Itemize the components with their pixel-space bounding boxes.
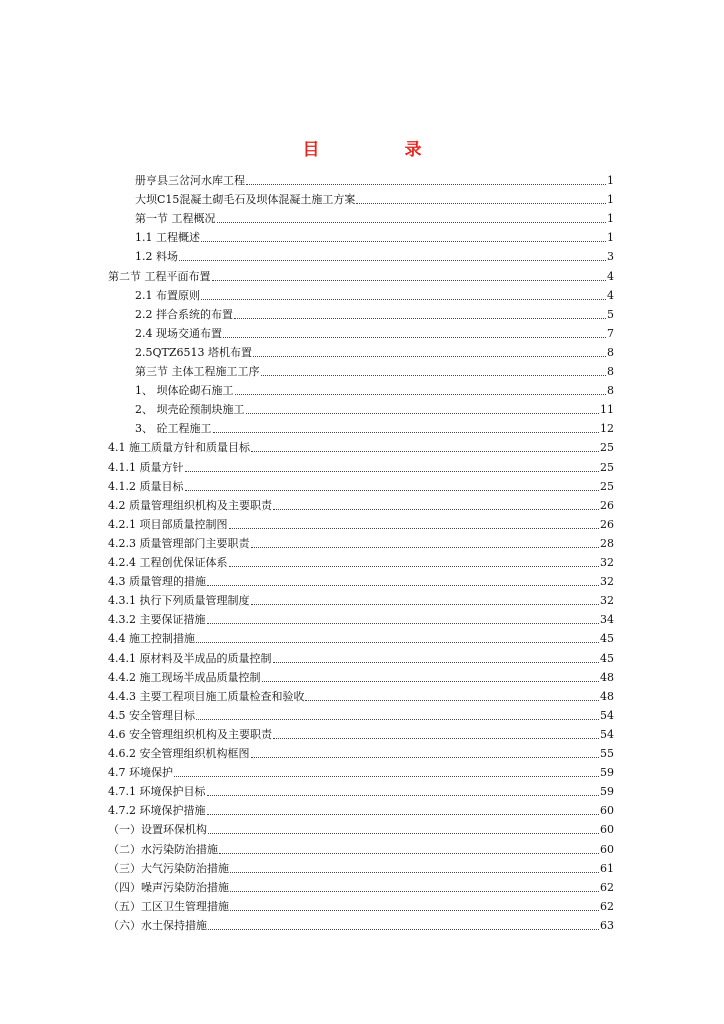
toc-entry-label: 第三节 主体工程施工工序 [135,365,260,378]
toc-entry[interactable] [135,397,614,417]
toc-entry[interactable] [108,512,614,532]
toc-page-number: 1 [607,193,614,207]
toc-entry[interactable] [108,588,614,608]
toc-page-number: 8 [607,345,614,359]
toc-entry-label: 4.2 质量管理组织机构及主要职责 [108,498,272,512]
toc-leader-dots [201,241,606,242]
toc-page-number: 63 [600,918,614,932]
toc-entry-label: （二）水污染防治措施 [108,842,218,856]
toc-entry-label: 2.2 拌合系统的布置 [135,307,233,321]
toc-entry[interactable] [135,340,614,360]
toc-page-number: 32 [600,556,614,569]
toc-leader-dots [251,547,600,548]
toc-entry[interactable] [108,856,614,876]
toc-page-number: 4 [607,288,614,302]
toc-page-number: 25 [600,460,614,474]
toc-entry[interactable] [108,531,614,551]
toc-leader-dots [273,662,600,663]
toc-page-number: 54 [600,727,614,741]
toc-entry-label: 4.7 环境保护 [108,766,173,780]
toc-page-number: 61 [600,861,614,875]
toc-entry-label: 2.5QTZ6513 塔机布置 [135,345,252,359]
toc-entry-label: 4.3 质量管理的措施 [108,575,206,589]
toc-entry-label: 4.2.3 质量管理部门主要职责 [108,536,250,550]
toc-entry[interactable] [135,321,614,341]
toc-leader-dots [201,299,606,300]
toc-leader-dots [262,681,600,682]
toc-leader-dots [356,203,606,204]
toc-entry[interactable] [135,225,614,245]
toc-page-number: 55 [600,747,614,760]
toc-entry-label: 4.6 安全管理组织机构及主要职责 [108,727,272,741]
toc-leader-dots [234,318,606,319]
toc-page-number: 1 [607,212,614,226]
toc-page-number: 25 [600,441,614,455]
toc-entry-label: 4.7.2 环境保护措施 [108,804,206,818]
toc-entry-label: 2.4 现场交通布置 [135,326,222,340]
toc-page-number: 11 [600,403,614,417]
toc-leader-dots [196,719,599,720]
toc-page-number: 3 [607,250,614,264]
toc-page-number: 12 [600,422,614,436]
toc-entry[interactable] [108,264,614,284]
toc-entry[interactable] [135,244,614,264]
toc-entry-label: 4.7.1 环境保护目标 [108,785,206,799]
toc-entry[interactable] [135,378,614,398]
toc-leader-dots [213,432,600,433]
toc-entry-label: 4.6.2 安全管理组织机构框图 [108,747,250,760]
toc-entry-label: 1.1 工程概述 [135,231,200,245]
toc-entry[interactable] [135,302,614,322]
toc-entry-label: 第一节 工程概况 [135,212,216,226]
toc-page-number: 5 [607,307,614,321]
toc-leader-dots [212,280,607,281]
toc-entry-label: 4.1 施工质量方针和质量目标 [108,441,250,455]
toc-entry-label: （四）噪声污染防治措施 [108,880,229,894]
toc-entry-label: 1.2 料场 [135,250,178,264]
toc-leader-dots [174,776,599,777]
toc-leader-dots [230,891,599,892]
toc-entry[interactable] [108,455,614,475]
toc-leader-dots [196,642,599,643]
toc-entry[interactable] [108,837,614,857]
toc-page-number: 26 [600,498,614,512]
toc-page-number: 1 [607,231,614,245]
toc-leader-dots [207,814,600,815]
toc-page-number: 26 [600,517,614,531]
toc-entry[interactable] [108,894,614,914]
toc-entry[interactable] [108,493,614,513]
toc-entry[interactable] [108,665,614,685]
toc-page-number: 48 [600,689,614,703]
toc-entry[interactable] [108,741,614,761]
toc-entry[interactable] [108,646,614,666]
toc-entry-label: 册亨县三岔河水库工程 [135,174,245,187]
toc-entry-label: 4.4.2 施工现场半成品质量控制 [108,670,261,684]
toc-leader-dots [207,795,600,796]
toc-page-number: 60 [600,842,614,856]
toc-entry-label: 2.1 布置原则 [135,288,200,302]
toc-page-number: 32 [600,594,614,608]
toc-leader-dots [253,356,606,357]
toc-entry[interactable] [108,550,614,570]
toc-entry[interactable] [135,168,614,188]
toc-leader-dots [179,260,606,261]
toc-entry-label: （一）设置环保机构 [108,823,207,837]
toc-entry-label: 4.5 安全管理目标 [108,708,195,722]
toc-entry[interactable] [135,359,614,379]
toc-entry[interactable] [108,703,614,723]
toc-entry[interactable] [108,817,614,837]
toc-entry[interactable] [108,875,614,895]
toc-page-number: 25 [600,479,614,493]
toc-entry[interactable] [108,798,614,818]
toc-leader-dots [219,853,599,854]
toc-page-number: 62 [600,899,614,913]
toc-leader-dots [229,528,600,529]
toc-leader-dots [251,757,600,758]
toc-entry[interactable] [108,435,614,455]
toc-page-number: 60 [600,804,614,818]
toc-entry[interactable] [108,722,614,742]
toc-leader-dots [208,833,599,834]
toc-entry-label: 大坝C15混凝土砌毛石及坝体混凝土施工方案 [135,193,356,207]
toc-leader-dots [305,700,599,701]
toc-entry[interactable] [135,416,614,436]
toc-leader-dots [273,738,599,739]
toc-page-number: 45 [600,632,614,646]
toc-page-number: 28 [600,536,614,550]
toc-page-number: 32 [600,575,614,589]
toc-page-number: 1 [607,174,614,187]
toc-entry-label: 4.4.3 主要工程项目施工质量检查和验收 [108,689,305,703]
toc-leader-dots [235,394,607,395]
toc-leader-dots [251,604,600,605]
toc-entry-label: 4.1.2 质量目标 [108,479,184,493]
toc-leader-dots [185,471,600,472]
toc-entry-label: （五）工区卫生管理措施 [108,899,229,913]
toc-leader-dots [185,490,600,491]
toc-entry[interactable] [135,283,614,303]
toc-page-number: 8 [607,384,614,398]
toc-entry[interactable] [135,187,614,207]
toc-page-number: 60 [600,823,614,837]
toc-entry[interactable] [108,626,614,646]
toc-entry-label: 4.4.1 原材料及半成品的质量控制 [108,651,272,665]
toc-leader-dots [207,585,599,586]
toc-page-number: 59 [600,785,614,799]
toc-page-number: 45 [600,651,614,665]
toc-entry-label: 4.2.4 工程创优保证体系 [108,556,228,569]
toc-entry[interactable] [108,607,614,627]
toc-entry[interactable] [108,779,614,799]
toc-entry[interactable] [108,913,614,933]
toc-entry-label: 4.2.1 项目部质量控制图 [108,517,228,531]
toc-entry-label: 2、 坝壳砼预制块施工 [135,403,245,417]
toc-entry-label: 4.1.1 质量方针 [108,460,184,474]
toc-page-number: 8 [607,365,614,378]
toc-leader-dots [230,910,599,911]
toc-leader-dots [208,929,599,930]
toc-leader-dots [207,623,600,624]
toc-leader-dots [251,451,599,452]
toc-leader-dots [230,872,599,873]
toc-leader-dots [273,509,599,510]
toc-page-number: 34 [600,613,614,627]
toc-leader-dots [246,184,606,185]
toc-entry-label: （三）大气污染防治措施 [108,861,229,875]
toc-leader-dots [217,222,607,223]
toc-page-number: 54 [600,708,614,722]
toc-entry-label: 第二节 工程平面布置 [108,269,211,283]
toc-page-number: 4 [607,269,614,283]
toc-entry-label: 4.3.1 执行下列质量管理制度 [108,594,250,608]
toc-leader-dots [229,566,600,567]
toc-leader-dots [223,337,606,338]
toc-entry[interactable] [135,206,614,226]
toc-entry[interactable] [108,760,614,780]
toc-leader-dots [261,375,607,376]
toc-entry-label: 3、 砼工程施工 [135,422,212,436]
toc-entry[interactable] [108,684,614,704]
toc-entry-label: （六）水土保持措施 [108,918,207,932]
toc-page-number: 62 [600,880,614,894]
toc-entry[interactable] [108,569,614,589]
toc-entry-label: 4.3.2 主要保证措施 [108,613,206,627]
toc-entry-label: 1、 坝体砼砌石施工 [135,384,234,398]
toc-entry-label: 4.4 施工控制措施 [108,632,195,646]
toc-page-number: 48 [600,670,614,684]
toc-leader-dots [246,413,600,414]
toc-entry[interactable] [108,474,614,494]
toc-page-number: 7 [607,326,614,340]
toc-title: 目 录 [302,140,456,160]
toc-page-number: 59 [600,766,614,780]
